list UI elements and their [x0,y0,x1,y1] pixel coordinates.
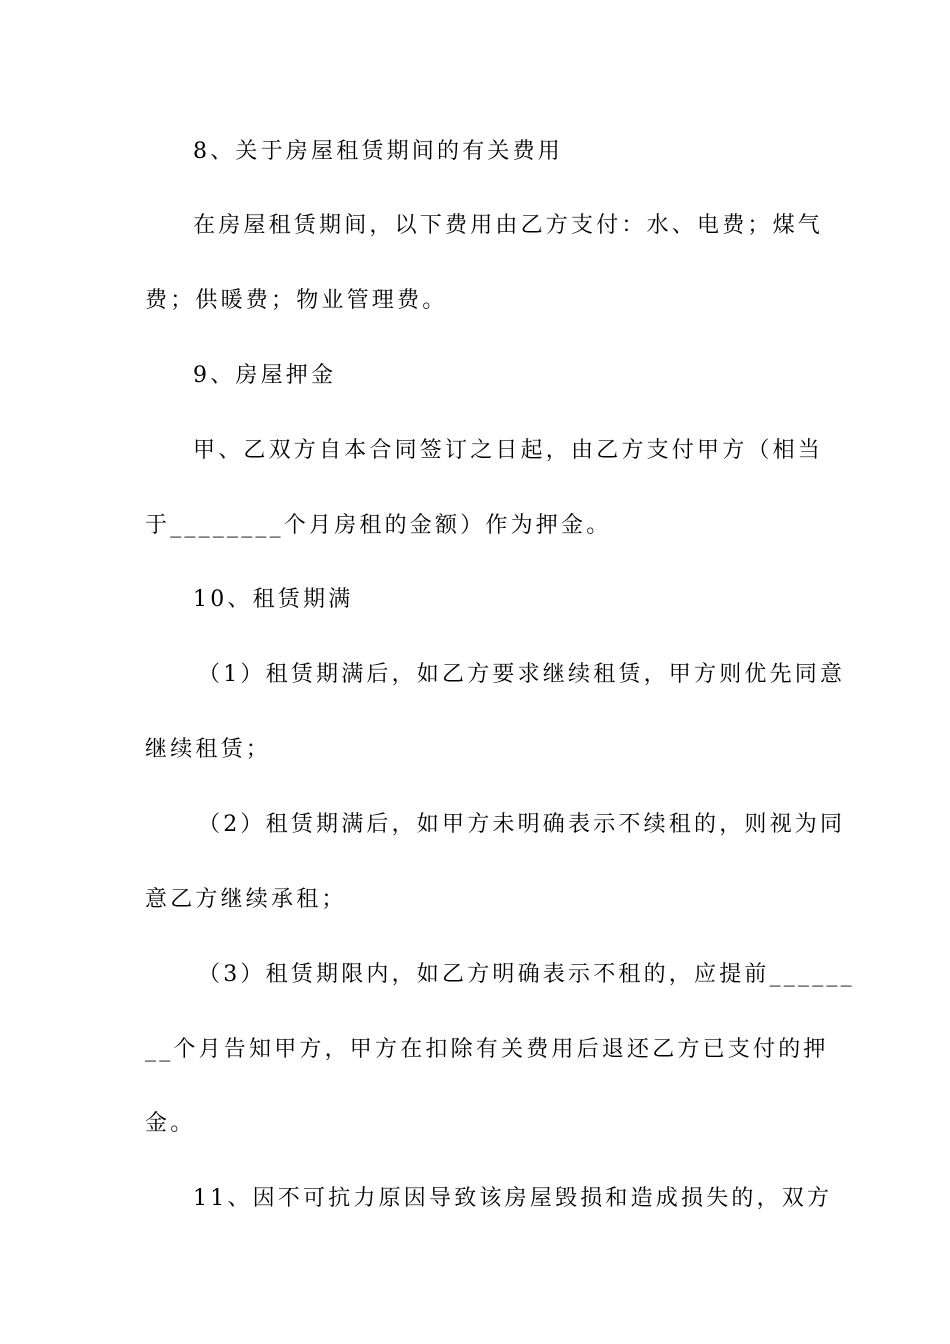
paragraph-line: 于________个月房租的金额）作为押金。 [145,513,612,538]
paragraph-line: （1）租赁期满后，如乙方要求继续租赁，甲方则优先同意 [198,662,846,687]
section-8-heading: 8、关于房屋租赁期间的有关费用 [193,139,563,164]
paragraph-line: （3）租赁期限内，如乙方明确表示不租的，应提前______ [198,962,855,987]
section-9-heading: 9、房屋押金 [193,363,337,388]
paragraph-line: 意乙方继续承租； [145,887,347,912]
paragraph-line: （2）租赁期满后，如甲方未明确表示不续租的，则视为同 [198,812,846,837]
paragraph-line: __个月告知甲方，甲方在扣除有关费用后退还乙方已支付的押 [145,1037,829,1062]
paragraph-line: 继续租赁； [145,737,272,762]
paragraph-line: 在房屋租赁期间，以下费用由乙方支付：水、电费；煤气 [193,213,824,238]
section-11-heading: 11、因不可抗力原因导致该房屋毁损和造成损失的，双方 [193,1186,833,1211]
paragraph-line: 甲、乙双方自本合同签订之日起，由乙方支付甲方（相当 [193,438,824,463]
paragraph-line: 费；供暖费；物业管理费。 [145,288,448,313]
section-10-heading: 10、租赁期满 [193,587,354,612]
paragraph-line: 金。 [145,1111,196,1136]
